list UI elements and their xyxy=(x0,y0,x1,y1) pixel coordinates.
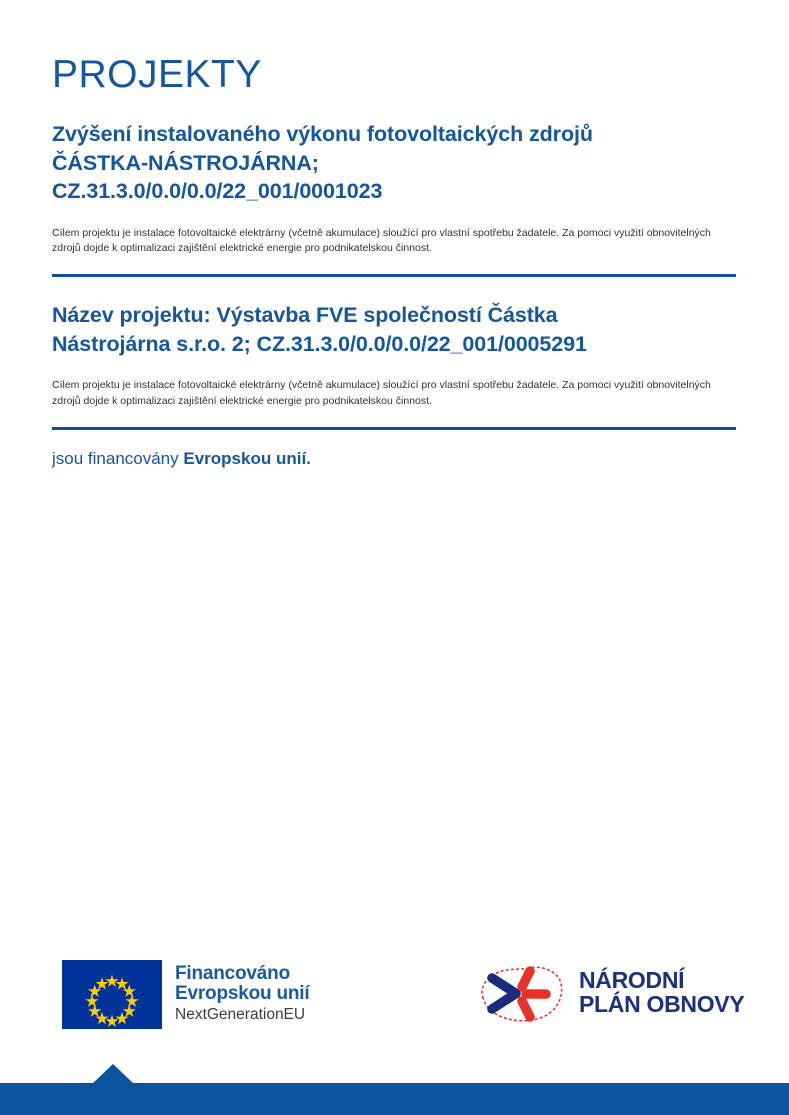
narodni-plan-obnovy-logo xyxy=(473,958,744,1030)
project-1-description: Cílem projektu je instalace fotovoltaické elektrárny (včetně akumulace) sloužící pro vlastní spotřebu žadatele. Za pomoci využití obnovitelných zdrojů dojde k optimalizaci zajištění elektrické energie pro podnikatelskou činnost. xyxy=(52,226,711,254)
european-union-flag-icon xyxy=(62,960,162,1029)
project-block-2 xyxy=(52,277,736,409)
eu-funding-logo xyxy=(62,960,309,1029)
bottom-blue-bar xyxy=(0,1083,789,1115)
narodni-plan-obnovy-mark-icon xyxy=(473,958,569,1030)
funding-prefix: jsou financovány xyxy=(52,448,184,468)
bottom-bar-notch xyxy=(93,1064,133,1083)
project-1-heading-line-2: ČÁSTKA-NÁSTROJÁRNA; xyxy=(52,150,319,175)
project-1-heading-line-1: Zvýšení instalovaného výkonu fotovoltaických zdrojů xyxy=(52,121,593,146)
eu-logo-line-3: NextGenerationEU xyxy=(175,1005,306,1023)
project-block-1 xyxy=(52,96,736,256)
narodni-plan-obnovy-text xyxy=(579,969,744,1019)
page-title: PROJEKTY xyxy=(52,53,262,96)
npo-logo-line-2: PLÁN OBNOVY xyxy=(579,991,745,1017)
project-2-heading-line-2: Nástrojárna s.r.o. 2; CZ.31.3.0/0.0/0.0/22_001/0005291 xyxy=(52,331,587,356)
eu-logo-line-2: Evropskou unií xyxy=(175,983,310,1005)
project-1-heading-line-3: CZ.31.3.0/0.0/0.0/22_001/0001023 xyxy=(52,179,383,204)
eu-logo-text xyxy=(175,964,309,1026)
content-column xyxy=(52,0,736,470)
project-2-heading xyxy=(52,277,736,358)
project-2-heading-line-1: Název projektu: Výstavba FVE společností Částka xyxy=(52,303,558,328)
funding-statement xyxy=(52,430,736,470)
eu-logo-line-1: Financováno xyxy=(175,962,290,984)
npo-logo-line-1: NÁRODNÍ xyxy=(579,967,685,994)
footer-logos xyxy=(0,948,789,1048)
project-1-heading xyxy=(52,96,736,206)
funding-emphasis: Evropskou unií. xyxy=(183,448,311,468)
project-2-description: Cílem projektu je instalace fotovoltaické elektrárny (včetně akumulace) sloužící pro vlastní spotřebu žadatele. Za pomoci využití obnovitelných zdrojů dojde k optimalizaci zajištění elektrické energie pro podnikatelskou činnost. xyxy=(52,379,711,407)
